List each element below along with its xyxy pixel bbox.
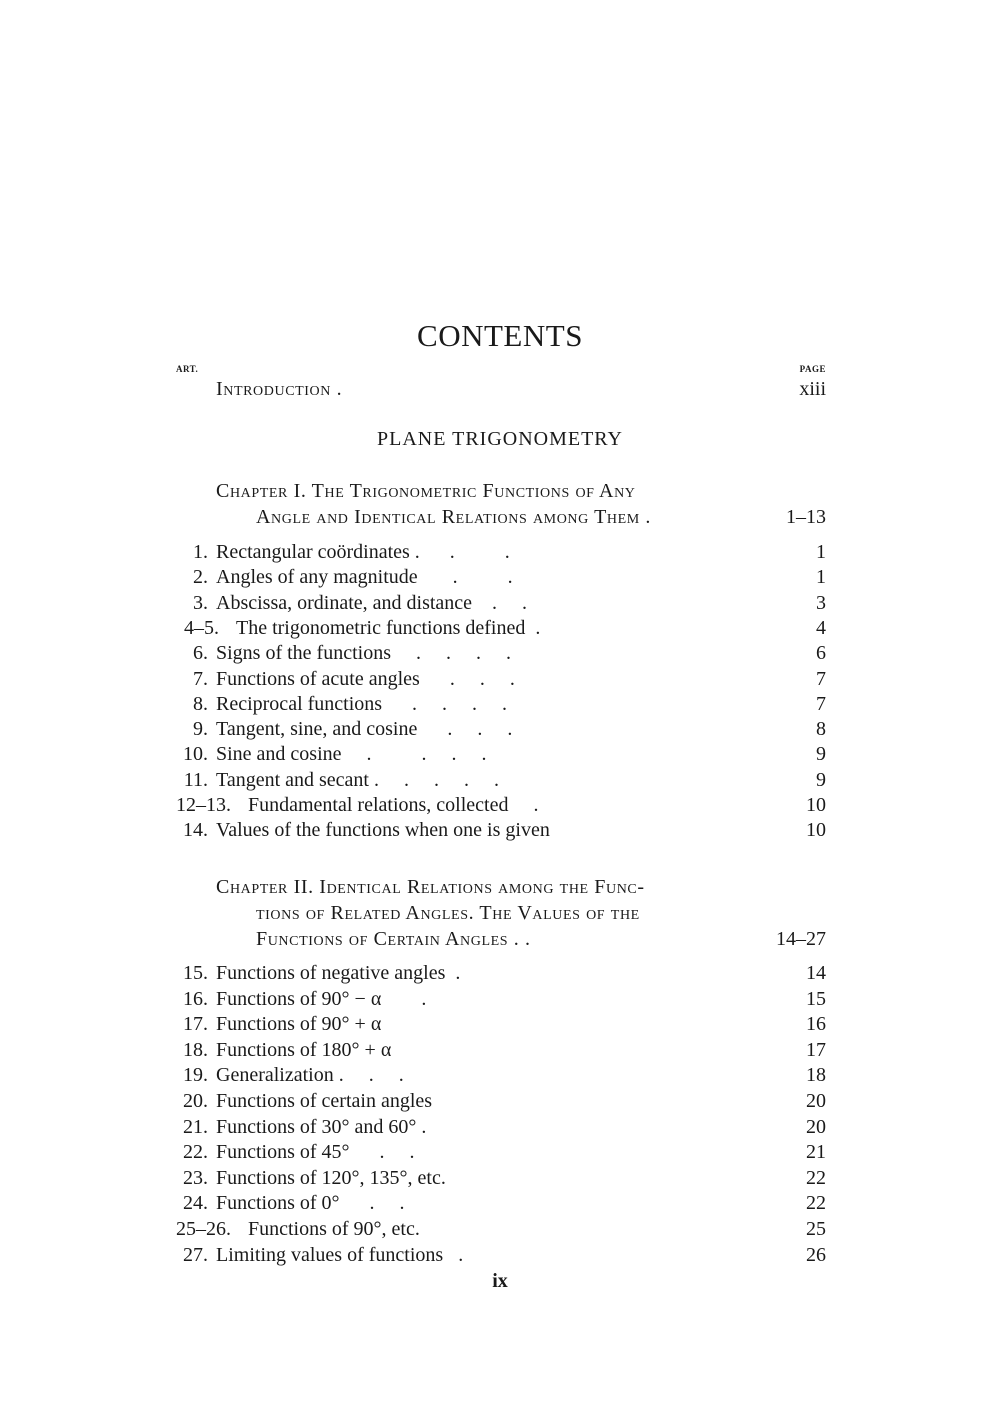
toc-entry-title: Functions of 0° . . <box>216 1192 405 1215</box>
toc-entry-title: Tangent and secant . . . . . <box>216 768 499 791</box>
chapter1-heading-line2: Angle and Identical Relations among Them . <box>256 506 652 528</box>
toc-entry-title: Sine and cosine . . . . <box>216 743 487 766</box>
chapter2-heading-line3: Functions of Certain Angles . . <box>256 928 531 950</box>
toc-entry <box>0 642 1000 667</box>
toc-entry <box>0 1167 1000 1192</box>
toc-entry-number: 21. <box>183 1115 208 1138</box>
toc-entry-page: 7 <box>816 667 826 690</box>
toc-entry-number: 20. <box>183 1090 208 1112</box>
page-column-label: PAGE <box>799 364 826 374</box>
toc-entry-title: Functions of 120°, 135°, etc. <box>216 1166 446 1189</box>
toc-entry <box>0 617 1000 642</box>
toc-entry-number: 14. <box>183 819 208 842</box>
toc-entry-title: Functions of 90°, etc. <box>248 1218 420 1240</box>
toc-entry-number: 15. <box>183 962 208 984</box>
toc-entry <box>0 1064 1000 1089</box>
toc-entry-page: 22 <box>806 1166 826 1189</box>
toc-entry <box>0 718 1000 743</box>
page-title: CONTENTS <box>417 318 583 353</box>
toc-entry <box>0 592 1000 617</box>
toc-entry <box>0 1244 1000 1269</box>
toc-entry-page: 25 <box>806 1218 826 1240</box>
toc-entry-title: Functions of 30° and 60° . <box>216 1115 427 1138</box>
introduction-page: xiii <box>799 378 826 400</box>
toc-entry-number: 16. <box>183 987 208 1010</box>
toc-entry <box>0 743 1000 768</box>
toc-entry-page: 8 <box>816 718 826 741</box>
toc-entry-page: 17 <box>806 1038 826 1061</box>
toc-entry-number: 3. <box>193 591 208 614</box>
toc-entry-page: 15 <box>806 987 826 1010</box>
toc-entry-number: 11. <box>183 768 208 791</box>
toc-entry-page: 22 <box>806 1192 826 1215</box>
toc-entry-title: Rectangular coördinates . . . <box>216 541 510 563</box>
toc-entry-title: Functions of negative angles . <box>216 962 461 984</box>
toc-entry <box>0 1116 1000 1141</box>
toc-entry <box>0 769 1000 794</box>
toc-entry-number: 25–26. <box>176 1218 231 1240</box>
chapter2-heading-line1: Chapter II. Identical Relations among the Func- <box>216 876 645 898</box>
toc-entry <box>0 819 1000 844</box>
introduction-entry: Introduction . <box>216 378 343 400</box>
toc-entry-page: 1 <box>816 541 826 563</box>
chapter2-page-range: 14–27 <box>776 928 826 950</box>
toc-entry <box>0 693 1000 718</box>
toc-entry-page: 9 <box>816 768 826 791</box>
toc-entry-page: 3 <box>816 591 826 614</box>
toc-entry <box>0 1090 1000 1115</box>
toc-entry-page: 1 <box>816 566 826 589</box>
toc-entry-number: 8. <box>193 692 208 715</box>
toc-entry-title: Functions of 180° + α <box>216 1038 392 1061</box>
toc-entry <box>0 1141 1000 1166</box>
toc-entry <box>0 794 1000 819</box>
toc-entry-number: 18. <box>183 1038 208 1061</box>
toc-entry-number: 1. <box>193 541 208 563</box>
toc-entry-page: 16 <box>806 1013 826 1036</box>
toc-entry-page: 21 <box>806 1141 826 1164</box>
toc-entry-page: 10 <box>806 794 826 816</box>
toc-entry-page: 18 <box>806 1064 826 1087</box>
toc-entry-page: 20 <box>806 1115 826 1138</box>
toc-entry-number: 4–5. <box>184 616 219 639</box>
toc-entry-number: 24. <box>183 1192 208 1215</box>
toc-entry-title: Tangent, sine, and cosine . . . <box>216 718 513 741</box>
toc-entry-number: 10. <box>183 743 208 766</box>
toc-entry-number: 27. <box>183 1243 208 1266</box>
toc-entry-page: 6 <box>816 642 826 665</box>
toc-entry-number: 7. <box>193 667 208 690</box>
toc-entry-title: Functions of 90° + α <box>216 1013 382 1036</box>
toc-entry <box>0 988 1000 1013</box>
toc-entry-page: 9 <box>816 743 826 766</box>
toc-entry-title: Functions of acute angles . . . <box>216 667 515 690</box>
toc-entry-number: 2. <box>193 566 208 589</box>
art-column-label: ART. <box>176 364 199 374</box>
toc-entry-page: 10 <box>806 819 826 842</box>
toc-entry-title: Angles of any magnitude . . <box>216 566 513 589</box>
chapter1-page-range: 1–13 <box>786 506 826 528</box>
toc-entry-number: 17. <box>183 1013 208 1036</box>
toc-entry-title: Generalization . . . <box>216 1064 404 1087</box>
toc-entry-title: Signs of the functions . . . . <box>216 642 511 665</box>
toc-entry-title: Functions of 45° . . <box>216 1141 415 1164</box>
toc-entry <box>0 1218 1000 1243</box>
toc-entry <box>0 1039 1000 1064</box>
chapter1-heading-line1: Chapter I. The Trigonometric Functions of Any <box>216 480 636 502</box>
toc-entry-page: 4 <box>816 616 826 639</box>
toc-entry-title: Fundamental relations, collected . <box>248 794 539 816</box>
toc-entry-page: 26 <box>806 1243 826 1266</box>
toc-entry <box>0 962 1000 987</box>
toc-entry-title: Abscissa, ordinate, and distance . . <box>216 591 528 614</box>
toc-entry-title: Functions of 90° − α . <box>216 987 427 1010</box>
toc-entry <box>0 541 1000 566</box>
toc-entry-page: 20 <box>806 1090 826 1112</box>
toc-entry <box>0 566 1000 591</box>
toc-entry-number: 9. <box>193 718 208 741</box>
chapter2-heading-line2: tions of Related Angles. The Values of the <box>256 902 640 924</box>
toc-entry-title: The trigonometric functions defined . <box>236 616 541 639</box>
toc-entry-title: Functions of certain angles <box>216 1090 433 1112</box>
toc-entry-number: 23. <box>183 1166 208 1189</box>
toc-entry-page: 7 <box>816 692 826 715</box>
toc-entry-page: 14 <box>806 962 826 984</box>
toc-entry-title: Reciprocal functions . . . . <box>216 692 508 715</box>
toc-entry-title: Limiting values of functions . <box>216 1243 464 1266</box>
page-folio: ix <box>492 1270 508 1292</box>
toc-entry-number: 19. <box>183 1064 208 1087</box>
toc-entry <box>0 1013 1000 1038</box>
toc-entry-number: 12–13. <box>176 794 231 816</box>
toc-entry-number: 6. <box>193 642 208 665</box>
section-heading: PLANE TRIGONOMETRY <box>377 428 623 450</box>
toc-entry <box>0 668 1000 693</box>
toc-entry-title: Values of the functions when one is given <box>216 819 550 842</box>
toc-entry <box>0 1192 1000 1217</box>
toc-entry-number: 22. <box>183 1141 208 1164</box>
